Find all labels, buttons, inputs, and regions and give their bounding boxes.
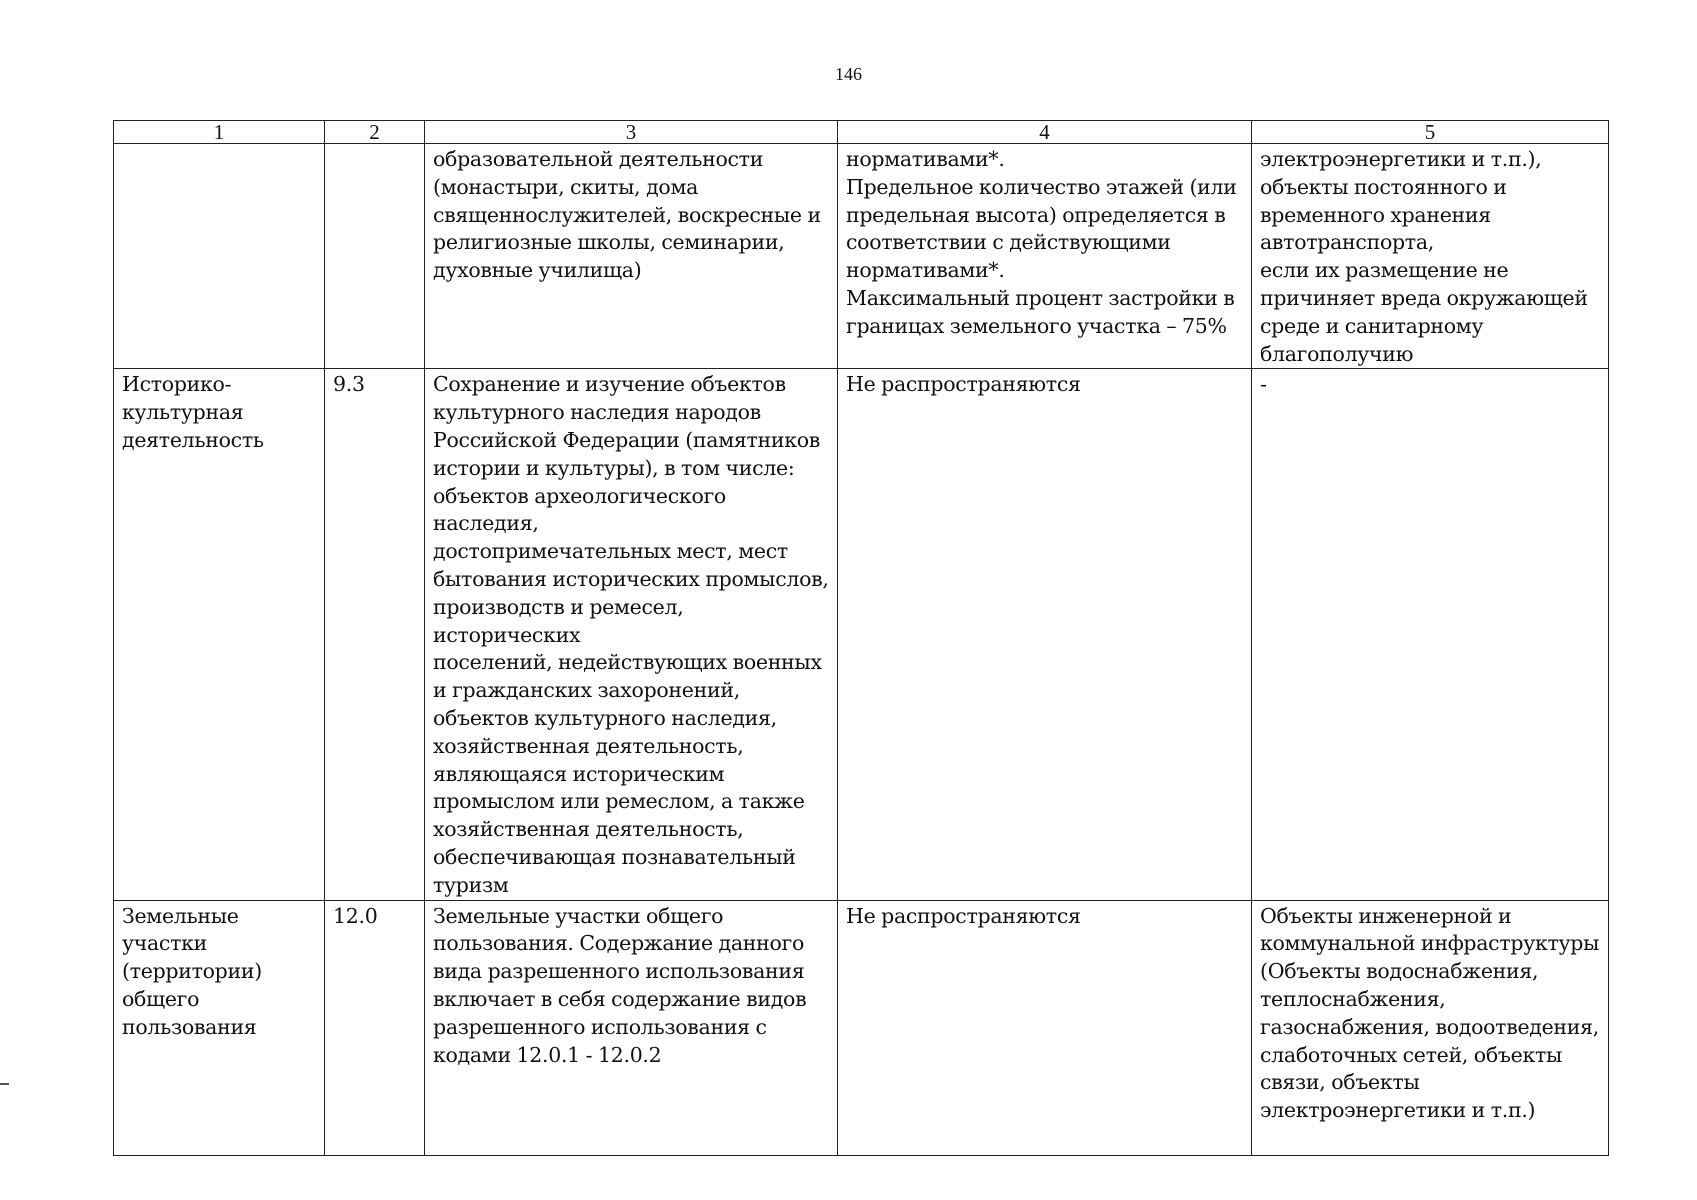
header-col-3: 3 [425, 121, 838, 144]
use-code-cell: 12.0 [325, 900, 425, 1155]
use-description-cell: Сохранение и изучение объектов культурного наследия народов Российской Федерации (памятников истории и культуры), в том числе: объектов археологического наследия, достопримечательных мест, мест бытования исторических промыслов, производств и ремесел, исторических поселений, недействующих военных и гражданских захоронений, объектов культурного наследия, хозяйственная деятельность, являющаяся историческим промыслом или ремеслом, а также хозяйственная деятельность, обеспечивающая познавательный туризм [425, 369, 838, 900]
header-col-5: 5 [1252, 121, 1609, 144]
scan-margin-mark [0, 1083, 9, 1085]
table-row [114, 900, 1609, 1155]
table-header-row [114, 121, 1609, 144]
auxiliary-uses-cell: электроэнергетики и т.п.), объекты постоянного и временного хранения автотранспорта, если их размещение не причиняет вреда окружающей среде и санитарному благополучию [1252, 144, 1609, 369]
use-code-cell [325, 144, 425, 369]
zoning-table [113, 120, 1609, 1156]
auxiliary-uses-cell: Объекты инженерной и коммунальной инфраструктуры (Объекты водоснабжения, теплоснабжения, газоснабжения, водоотведения, слаботочных сетей, объекты связи, объекты электроэнергетики и т.п.) [1252, 900, 1609, 1155]
header-col-1: 1 [114, 121, 325, 144]
page-number: 146 [835, 64, 862, 84]
parameters-cell: Не распространяются [838, 369, 1252, 900]
header-col-2: 2 [325, 121, 425, 144]
use-name-cell: Земельные участки (территории) общего пользования [114, 900, 325, 1155]
auxiliary-uses-cell: - [1252, 369, 1609, 900]
use-name-cell [114, 144, 325, 369]
header-col-4: 4 [838, 121, 1252, 144]
table-row [114, 369, 1609, 900]
table-row [114, 144, 1609, 369]
parameters-cell: нормативами*. Предельное количество этажей (или предельная высота) определяется в соответствии с действующими нормативами*. Максимальный процент застройки в границах земельного участка – 75% [838, 144, 1252, 369]
use-code-cell: 9.3 [325, 369, 425, 900]
use-name-cell: Историко- культурная деятельность [114, 369, 325, 900]
use-description-cell: Земельные участки общего пользования. Содержание данного вида разрешенного использования включает в себя содержание видов разрешенного использования с кодами 12.0.1 - 12.0.2 [425, 900, 838, 1155]
use-description-cell: образовательной деятельности (монастыри, скиты, дома священнослужителей, воскресные и религиозные школы, семинарии, духовные училища) [425, 144, 838, 369]
parameters-cell: Не распространяются [838, 900, 1252, 1155]
